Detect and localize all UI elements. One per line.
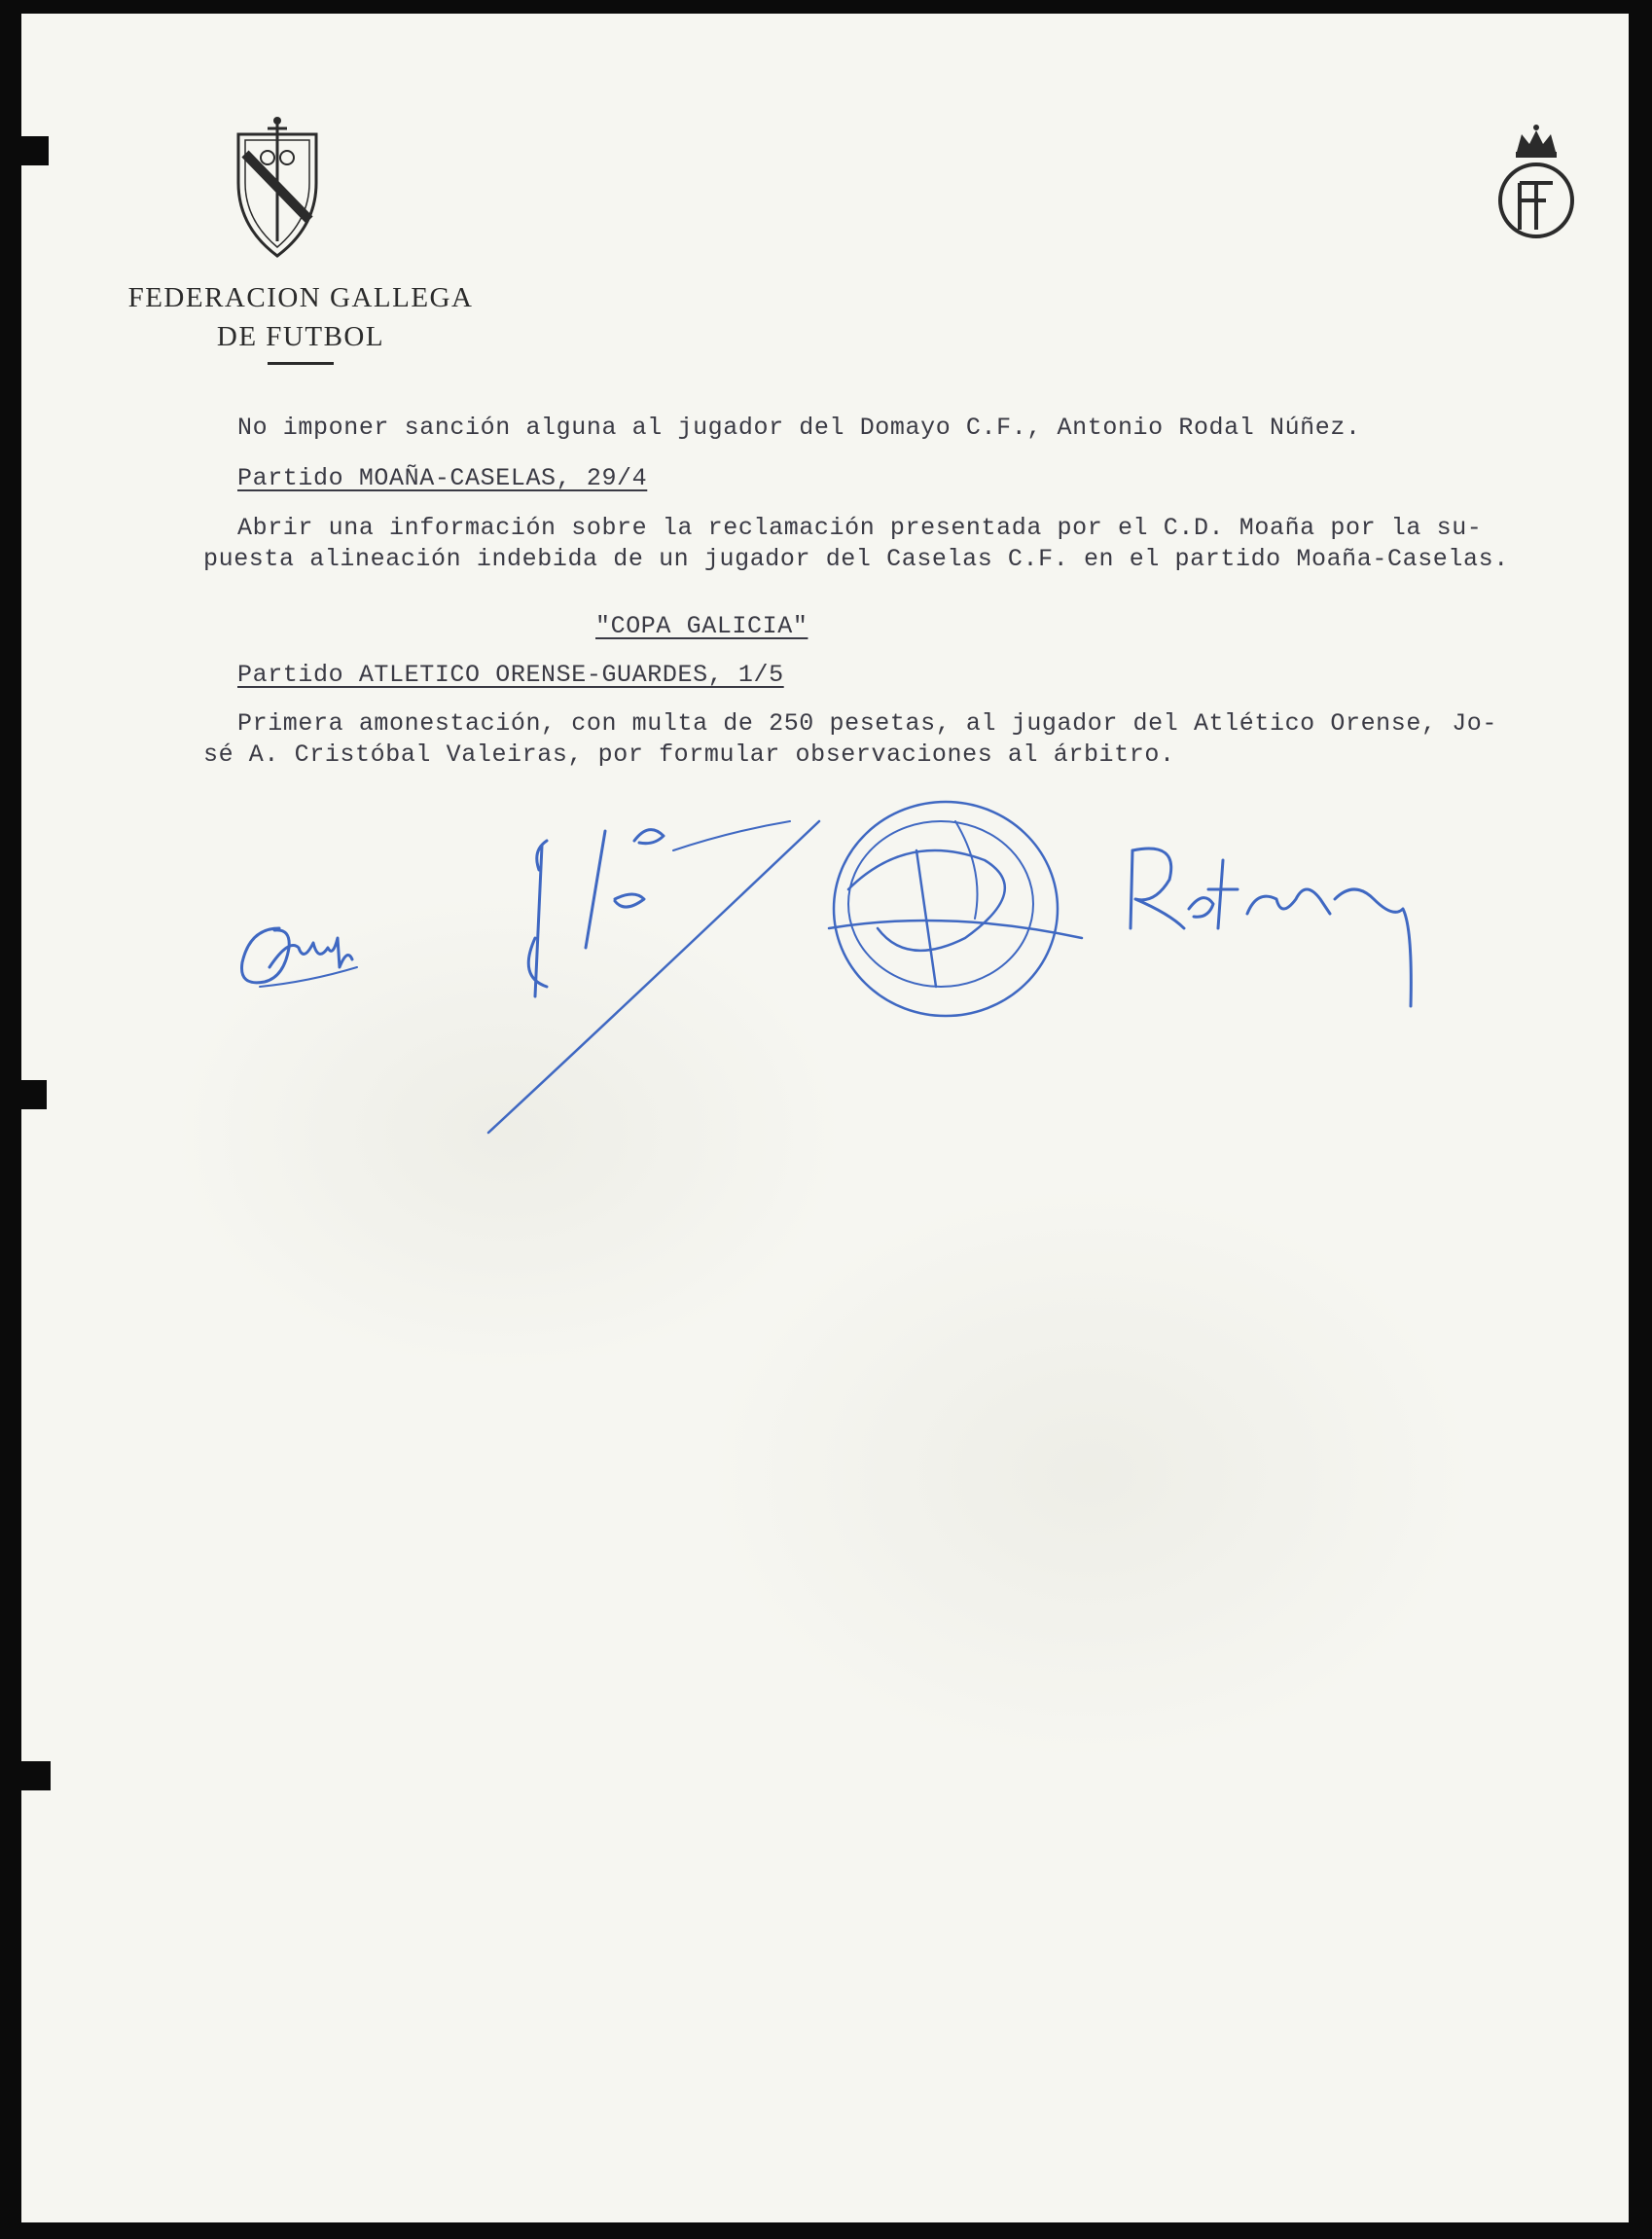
federation-name (91, 278, 510, 365)
body-line-1: No imponer sanción alguna al jugador del Domayo C.F., Antonio Rodal Núñez. (237, 414, 1361, 442)
para2-line2: sé A. Cristóbal Valeiras, por formular observaciones al árbitro. (203, 740, 1175, 769)
para1-line2: puesta alineación indebida de un jugador del Caselas C.F. en el partido Moaña-Caselas. (203, 545, 1509, 573)
federation-line1: FEDERACION GALLEGA (127, 282, 474, 313)
signature-1 (231, 889, 377, 1006)
binding-tab (8, 1761, 51, 1790)
crowned-rfef-crest-icon (1492, 123, 1580, 249)
divider (268, 362, 334, 365)
signature-4 (1111, 821, 1422, 1016)
heading-atletico-guardes: Partido ATLETICO ORENSE-GUARDES, 1/5 (237, 661, 784, 689)
para1-line1: Abrir una información sobre la reclamación presentada por el C.D. Moaña por la su- (237, 514, 1483, 542)
section-title-copa-galicia: "COPA GALICIA" (595, 612, 808, 640)
signature-stamp-3 (790, 792, 1101, 1026)
para2-line1: Primera amonestación, con multa de 250 pesetas, al jugador del Atlético Orense, Jo- (237, 709, 1498, 738)
paper-stain (702, 1181, 1481, 1765)
binding-tab (8, 1080, 47, 1109)
heading-moana-caselas: Partido MOAÑA-CASELAS, 29/4 (237, 464, 648, 492)
federation-crest-icon (233, 115, 321, 261)
binding-tab (10, 136, 49, 165)
document-page (21, 14, 1629, 2222)
federation-line2: DE FUTBOL (216, 321, 385, 352)
